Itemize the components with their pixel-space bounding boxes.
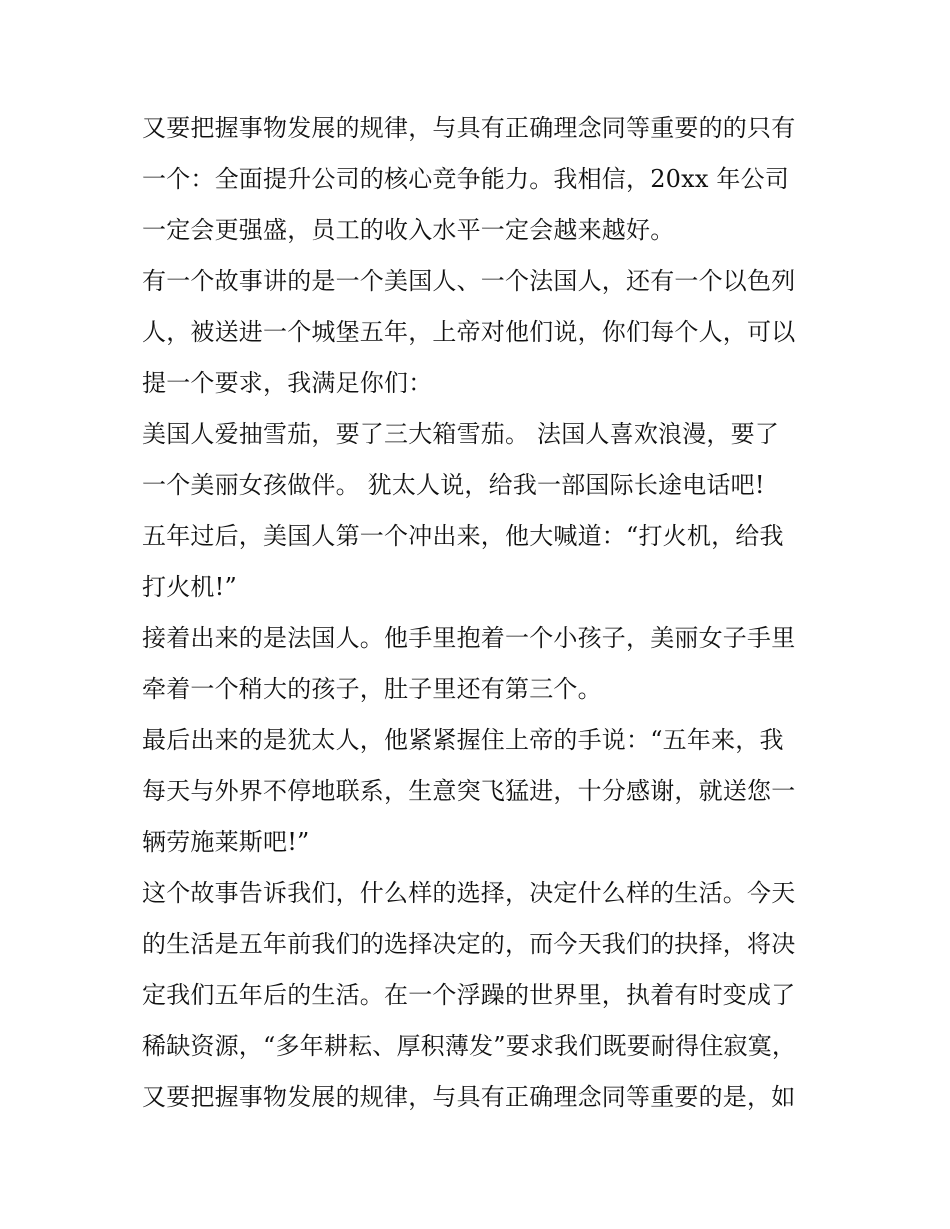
- text-line: 这个故事告诉我们，什么样的选择，决定什么样的生活。今天: [142, 879, 796, 907]
- text-line: 提一个要求，我满足你们：: [142, 369, 433, 397]
- text-line: 辆劳施莱斯吧!”: [142, 828, 310, 856]
- text-line: 一个美丽女孩做伴。 犹太人说，给我一部国际长途电话吧!: [142, 471, 765, 499]
- text-line: 五年过后，美国人第一个冲出来，他大喊道：“打火机，给我: [142, 522, 784, 550]
- text-line: 定我们五年后的生活。在一个浮躁的世界里，执着有时变成了: [142, 981, 796, 1009]
- text-line: 一定会更强盛，员工的收入水平一定会越来越好。: [142, 216, 675, 244]
- text-line: 牵着一个稍大的孩子，肚子里还有第三个。: [142, 675, 602, 703]
- text-line: 有一个故事讲的是一个美国人、一个法国人，还有一个以色列: [142, 267, 796, 295]
- text-line: 最后出来的是犹太人，他紧紧握住上帝的手说：“五年来，我: [142, 726, 784, 754]
- text-line: 又要把握事物发展的规律，与具有正确理念同等重要的是，如: [142, 1083, 796, 1111]
- text-line: 一个：全面提升公司的核心竞争能力。我相信，20xx 年公司: [142, 165, 790, 193]
- text-line: 又要把握事物发展的规律，与具有正确理念同等重要的的只有: [142, 114, 796, 142]
- text-line: 美国人爱抽雪茄，要了三大箱雪茄。 法国人喜欢浪漫，要了: [142, 420, 780, 448]
- text-line: 每天与外界不停地联系，生意突飞猛进，十分感谢，就送您一: [142, 777, 796, 805]
- text-line: 稀缺资源，“多年耕耘、厚积薄发”要求我们既要耐得住寂寞，: [142, 1032, 797, 1060]
- text-line: 的生活是五年前我们的选择决定的，而今天我们的抉择，将决: [142, 930, 796, 958]
- text-line: 接着出来的是法国人。他手里抱着一个小孩子，美丽女子手里: [142, 624, 796, 652]
- text-line: 人，被送进一个城堡五年，上帝对他们说，你们每个人，可以: [142, 318, 796, 346]
- text-line: 打火机!”: [142, 573, 237, 601]
